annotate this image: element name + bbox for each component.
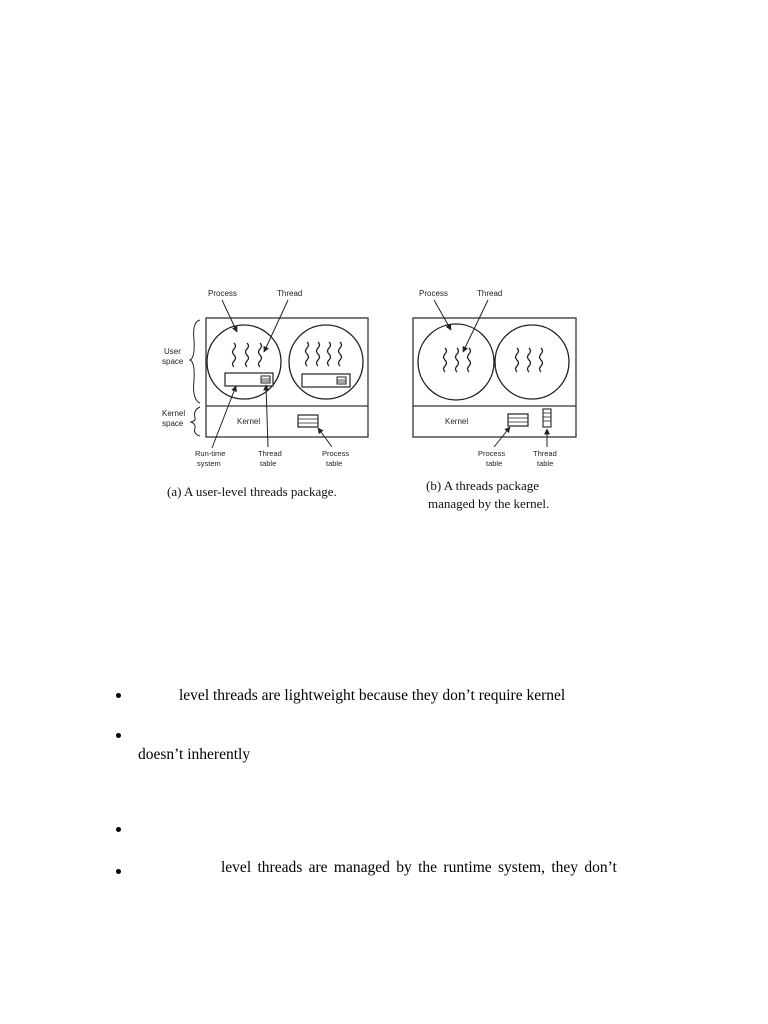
thread-squiggle-icon	[444, 348, 447, 372]
diagram-a-process-circle-1	[207, 325, 281, 399]
diagram-b-thread-label: Thread	[477, 289, 503, 298]
thread-squiggle-icon	[456, 348, 459, 372]
kernel-space-label: Kernel	[162, 409, 186, 418]
diagram-b	[413, 289, 576, 511]
user-space-brace	[190, 320, 200, 403]
diagram-b-process-label: Process	[419, 289, 448, 298]
diagram-b-process-table-label: Process	[478, 449, 506, 458]
bullet-dot	[116, 827, 121, 832]
kernel-space-brace	[191, 407, 200, 436]
runtime-system-box-2	[302, 374, 350, 387]
thread-squiggle-icon	[540, 348, 543, 372]
runtime-system-box-1	[225, 373, 273, 386]
bullet-text-1: level threads are lightweight because they don’t require kernel	[179, 687, 566, 704]
thread-squiggle-icon	[317, 342, 320, 366]
diagram-b-thread-table-label-2: table	[537, 459, 554, 468]
diagram-a-caption: (a) A user-level threads package.	[167, 484, 337, 499]
diagram-b-process-table-label-2: table	[486, 459, 503, 468]
diagram-b-caption-line-2: managed by the kernel.	[428, 496, 550, 511]
bullet-dot	[116, 693, 121, 698]
thread-squiggle-icon	[468, 348, 471, 372]
diagram-a-kernel-label: Kernel	[237, 417, 261, 426]
bullet-text-4: level threads are managed by the runtime system, they don’t	[221, 859, 617, 876]
diagram-a-thread-table-label: Thread	[258, 449, 282, 458]
diagram-b-thread-table-label: Thread	[533, 449, 557, 458]
thread-squiggle-icon	[259, 343, 262, 367]
thread-squiggle-icon	[246, 343, 249, 367]
thread-squiggle-icon	[516, 348, 519, 372]
process-table-icon	[298, 415, 318, 427]
thread-squiggle-icon	[306, 342, 309, 366]
user-space-label-2: space	[162, 357, 184, 366]
diagram-a-thread-label: Thread	[277, 289, 303, 298]
thread-squiggle-icon	[328, 342, 331, 366]
diagram-a-thread-table-label-2: table	[260, 459, 277, 468]
bullet-dot	[116, 869, 121, 874]
thread-table-icon	[543, 409, 551, 427]
diagram-a-process-table-label-2: table	[326, 459, 343, 468]
thread-squiggle-icon	[528, 348, 531, 372]
diagram-b-process-circle-1	[418, 324, 494, 400]
diagram-a-process-table-label: Process	[322, 449, 350, 458]
runtime-system-label-2: system	[197, 459, 221, 468]
user-space-label: User	[164, 347, 181, 356]
bullet-text-2: doesn’t inherently	[138, 746, 251, 763]
diagram-a	[162, 289, 368, 499]
runtime-system-label: Run-time	[195, 449, 226, 458]
kernel-space-label-2: space	[162, 419, 184, 428]
thread-squiggle-icon	[233, 343, 236, 367]
thread-squiggle-icon	[339, 342, 342, 366]
diagram-b-process-circle-2	[495, 325, 569, 399]
diagram-b-kernel-label: Kernel	[445, 417, 469, 426]
process-table-icon	[508, 414, 528, 426]
bullet-dot	[116, 733, 121, 738]
diagram-a-process-circle-2	[289, 325, 363, 399]
diagram-a-process-label: Process	[208, 289, 237, 298]
diagram-b-caption: (b) A threads package	[426, 478, 539, 493]
